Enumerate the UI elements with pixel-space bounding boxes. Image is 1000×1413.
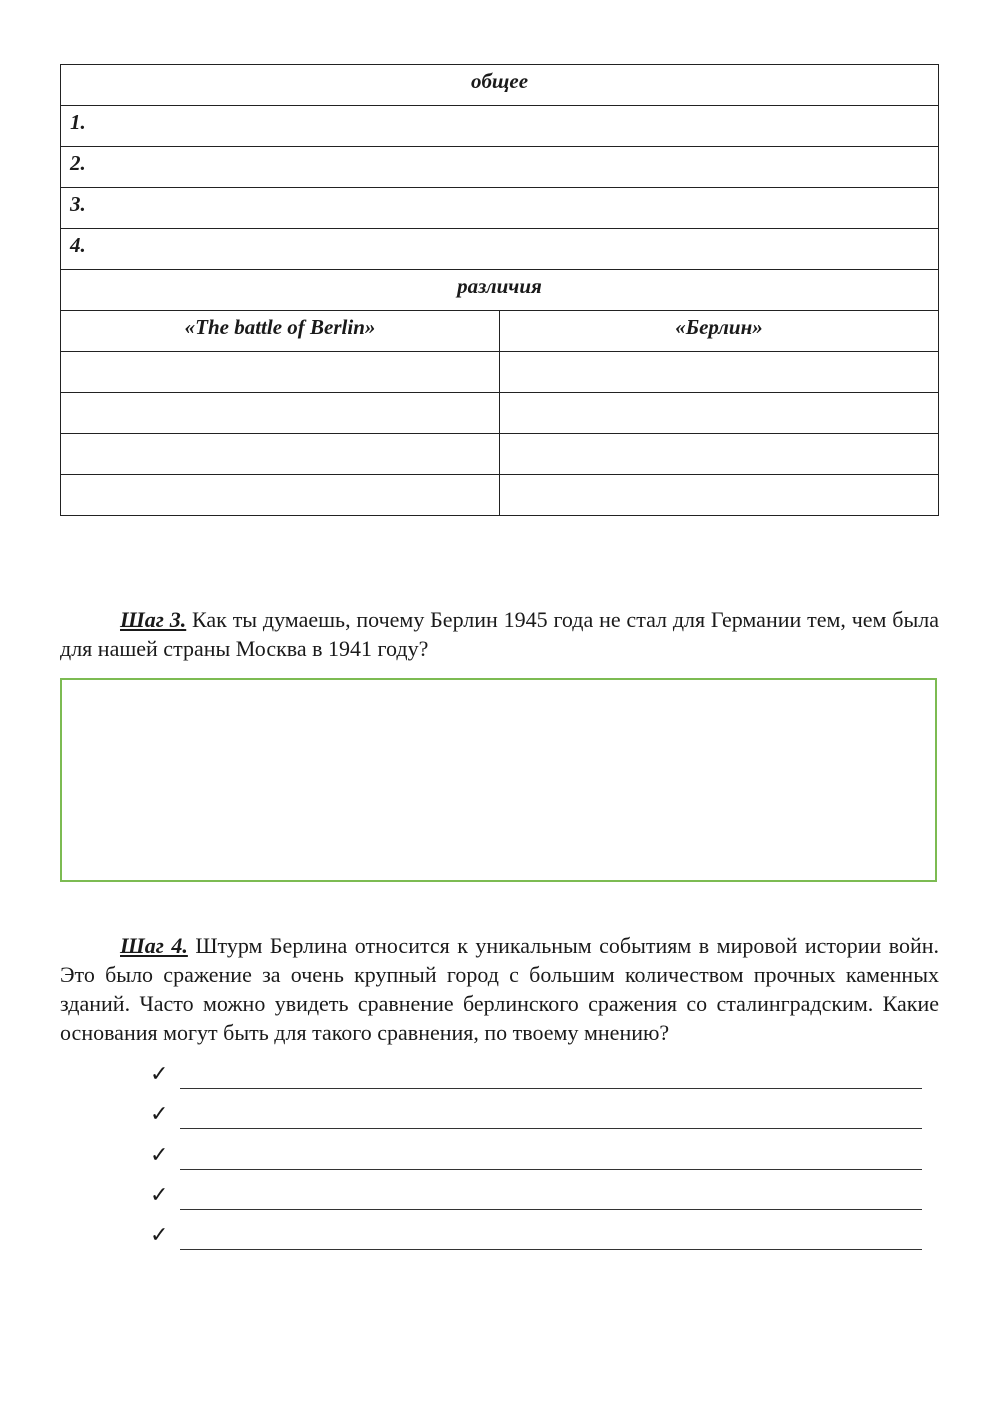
checkmark-icon: ✓ — [150, 1062, 169, 1087]
checkmark-icon: ✓ — [150, 1183, 169, 1208]
checkmark-icon: ✓ — [150, 1143, 169, 1168]
answer-line[interactable] — [150, 1102, 922, 1132]
common-row-1[interactable]: 1. — [61, 106, 939, 147]
common-row-2[interactable]: 2. — [61, 147, 939, 188]
checkmark-icon: ✓ — [150, 1223, 169, 1248]
common-row-4[interactable]: 4. — [61, 229, 939, 270]
column-header-berlin: «Берлин» — [500, 311, 939, 352]
answer-underline — [180, 1128, 922, 1129]
answer-underline — [180, 1209, 922, 1210]
diff-cell-right[interactable] — [500, 475, 939, 516]
diff-cell-right[interactable] — [500, 393, 939, 434]
step-3-label: Шаг 3. — [120, 607, 187, 632]
differences-header: различия — [61, 270, 939, 311]
diff-cell-right[interactable] — [500, 434, 939, 475]
column-header-battle-of-berlin: «The battle of Berlin» — [61, 311, 500, 352]
step-4-question — [60, 931, 939, 1047]
comparison-table — [60, 64, 939, 516]
answer-underline — [180, 1249, 922, 1250]
answer-underline — [180, 1088, 922, 1089]
checkmark-icon: ✓ — [150, 1102, 169, 1127]
answer-line[interactable] — [150, 1143, 922, 1173]
step-4-label: Шаг 4. — [120, 933, 188, 958]
step-3-text: Как ты думаешь, почему Берлин 1945 года не стал для Германии тем, чем была для нашей страны Москва в 1941 году? — [60, 607, 939, 661]
common-header: общее — [61, 65, 939, 106]
diff-cell-left[interactable] — [61, 393, 500, 434]
step-4-text: Штурм Берлина относится к уникальным событиям в мировой истории войн. Это было сражение за очень крупный город с большим количеством прочных каменных зданий. Часто можно увидеть сравнение берлинского сражения со сталинградским. Какие основания могут быть для такого сравнения, по твоему мнению? — [60, 933, 939, 1045]
common-row-3[interactable]: 3. — [61, 188, 939, 229]
answer-line[interactable] — [150, 1183, 922, 1213]
step-3-answer-box[interactable] — [60, 678, 937, 882]
diff-cell-left[interactable] — [61, 434, 500, 475]
diff-cell-left[interactable] — [61, 352, 500, 393]
step-3-question — [60, 605, 939, 663]
answer-underline — [180, 1169, 922, 1170]
answer-line[interactable] — [150, 1062, 922, 1092]
answer-line[interactable] — [150, 1223, 922, 1253]
diff-cell-left[interactable] — [61, 475, 500, 516]
diff-cell-right[interactable] — [500, 352, 939, 393]
